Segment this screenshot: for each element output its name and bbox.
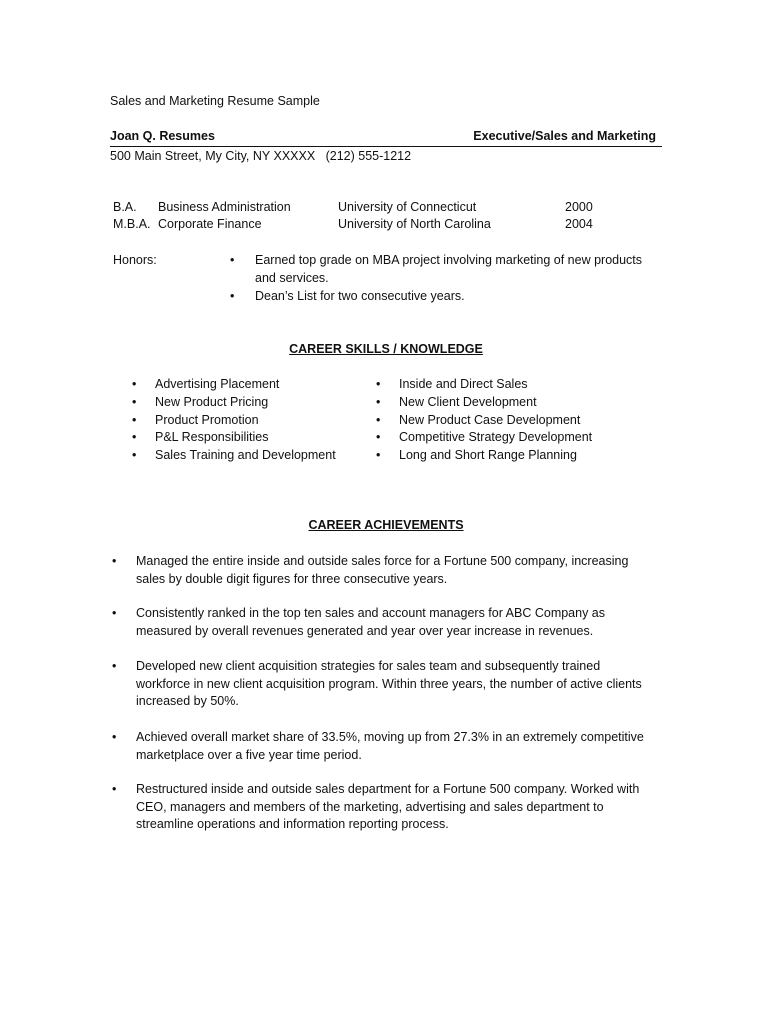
honor-item: Earned top grade on MBA project involving marketing of new products and services. bbox=[255, 253, 643, 285]
degree: B.A. bbox=[113, 200, 137, 214]
achievement-item: Restructured inside and outside sales department for a Fortune 500 company. Worked with CEO, managers and members of the marketing, advertising and sales department to streamline operations and information reporting process. bbox=[136, 782, 640, 831]
school-name: University of Connecticut bbox=[338, 200, 477, 214]
bullet-icon: • bbox=[376, 377, 381, 391]
skill-item: Competitive Strategy Development bbox=[399, 430, 593, 444]
candidate-name: Joan Q. Resumes bbox=[110, 129, 215, 143]
degree-field: Corporate Finance bbox=[158, 217, 262, 231]
honor-item: Dean’s List for two consecutive years. bbox=[255, 289, 465, 303]
skill-item: Sales Training and Development bbox=[155, 448, 336, 462]
bullet-icon: • bbox=[112, 730, 117, 744]
skill-item: Long and Short Range Planning bbox=[399, 448, 577, 462]
graduation-year: 2004 bbox=[565, 217, 593, 231]
bullet-icon: • bbox=[132, 377, 137, 391]
degree: M.B.A. bbox=[113, 217, 151, 231]
achievement-item: Consistently ranked in the top ten sales and account managers for ABC Company as measured by overall revenues generated and year over year increase in revenues. bbox=[136, 606, 606, 638]
skills-heading: CAREER SKILLS / KNOWLEDGE bbox=[289, 342, 483, 356]
skill-item: Advertising Placement bbox=[155, 377, 280, 391]
skill-item: P&L Responsibilities bbox=[155, 430, 269, 444]
skill-item: New Product Pricing bbox=[155, 395, 269, 409]
skill-item: Product Promotion bbox=[155, 413, 259, 427]
bullet-icon: • bbox=[376, 413, 381, 427]
bullet-icon: • bbox=[132, 448, 137, 462]
skill-item: Inside and Direct Sales bbox=[399, 377, 528, 391]
bullet-icon: • bbox=[230, 253, 235, 267]
bullet-icon: • bbox=[112, 659, 117, 673]
bullet-icon: • bbox=[376, 448, 381, 462]
bullet-icon: • bbox=[112, 606, 117, 620]
achievement-item: Developed new client acquisition strategies for sales team and subsequently trained workforce in new client acquisition program. Within three years, the number of active clients increased by 50%. bbox=[136, 659, 642, 708]
skill-item: New Client Development bbox=[399, 395, 537, 409]
achievements-heading: CAREER ACHIEVEMENTS bbox=[308, 518, 464, 532]
bullet-icon: • bbox=[112, 554, 117, 568]
bullet-icon: • bbox=[112, 782, 117, 796]
achievement-item: Achieved overall market share of 33.5%, moving up from 27.3% in an extremely competitive marketplace over a five year time period. bbox=[136, 730, 644, 762]
header-divider bbox=[110, 146, 662, 147]
school-name: University of North Carolina bbox=[338, 217, 491, 231]
skill-item: New Product Case Development bbox=[399, 413, 581, 427]
graduation-year: 2000 bbox=[565, 200, 593, 214]
bullet-icon: • bbox=[376, 430, 381, 444]
bullet-icon: • bbox=[132, 430, 137, 444]
bullet-icon: • bbox=[132, 413, 137, 427]
position-title: Executive/Sales and Marketing bbox=[473, 129, 656, 143]
bullet-icon: • bbox=[132, 395, 137, 409]
document-title: Sales and Marketing Resume Sample bbox=[110, 94, 320, 108]
contact-info: 500 Main Street, My City, NY XXXXX (212) 555-1212 bbox=[110, 149, 412, 163]
bullet-icon: • bbox=[376, 395, 381, 409]
achievement-item: Managed the entire inside and outside sales force for a Fortune 500 company, increasing sales by double digit figures for three consecutive years. bbox=[136, 554, 629, 586]
bullet-icon: • bbox=[230, 289, 235, 303]
honors-label: Honors: bbox=[113, 253, 157, 267]
degree-field: Business Administration bbox=[158, 200, 291, 214]
